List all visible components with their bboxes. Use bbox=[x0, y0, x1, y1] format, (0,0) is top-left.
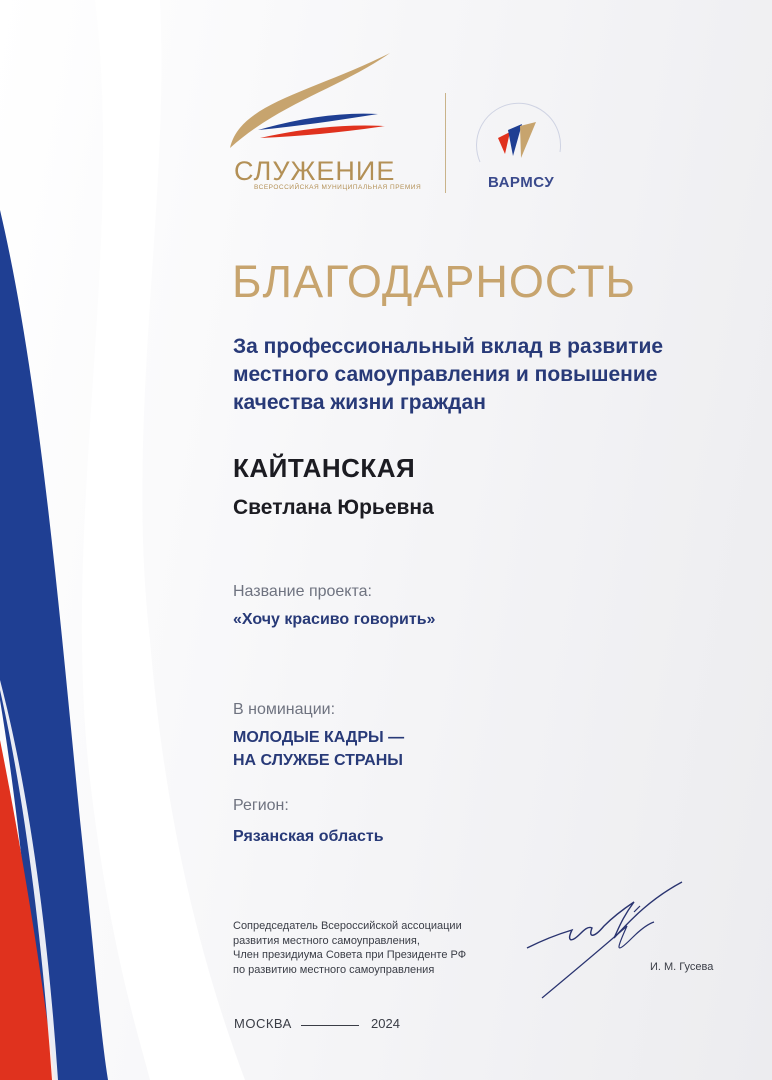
sluzhenie-swoosh-icon bbox=[220, 48, 430, 158]
project-value: «Хочу красиво говорить» bbox=[233, 611, 436, 628]
footer-city: МОСКВА bbox=[234, 1016, 292, 1031]
signer-line: Член президиума Совета при Президенте РФ bbox=[233, 949, 467, 961]
region-label: Регион: bbox=[233, 797, 289, 814]
signer-name: И. М. Гусева bbox=[650, 961, 714, 973]
subtitle-line: качества жизни граждан bbox=[233, 391, 486, 414]
signer-line: развития местного самоуправления, bbox=[233, 934, 420, 947]
varmsu-emblem-icon bbox=[450, 92, 580, 182]
signer-line: по развитию местного самоуправления bbox=[233, 963, 435, 976]
region-value: Рязанская область bbox=[233, 828, 384, 845]
footer-divider bbox=[301, 1025, 359, 1026]
sluzhenie-logo-title: СЛУЖЕНИЕ bbox=[234, 156, 396, 186]
subtitle-line: За профессиональный вклад в развитие bbox=[233, 335, 664, 358]
certificate-subtitle bbox=[233, 333, 713, 417]
nomination-line: НА СЛУЖБЕ СТРАНЫ bbox=[233, 752, 403, 769]
nomination-label: В номинации: bbox=[233, 701, 336, 718]
nomination-line: МОЛОДЫЕ КАДРЫ — bbox=[233, 729, 405, 746]
sluzhenie-logo-subtitle: ВСЕРОССИЙСКАЯ МУНИЦИПАЛЬНАЯ ПРЕМИЯ bbox=[254, 184, 422, 191]
nomination-value bbox=[233, 726, 404, 772]
logos-header bbox=[220, 48, 600, 198]
certificate-title: БЛАГОДАРНОСТЬ bbox=[232, 256, 636, 307]
recipient-surname: КАЙТАНСКАЯ bbox=[233, 453, 416, 483]
varmsu-logo-name: ВАРМСУ bbox=[488, 174, 555, 191]
signer-line: Сопредседатель Всероссийской ассоциации bbox=[233, 920, 462, 932]
logo-divider bbox=[445, 93, 446, 193]
recipient-given-names: Светлана Юрьевна bbox=[233, 496, 434, 519]
signer-position bbox=[233, 919, 466, 977]
subtitle-line: местного самоуправления и повышение bbox=[233, 363, 658, 386]
project-label: Название проекта: bbox=[233, 583, 372, 600]
handwritten-signature bbox=[522, 878, 692, 1008]
footer-year: 2024 bbox=[371, 1016, 400, 1031]
